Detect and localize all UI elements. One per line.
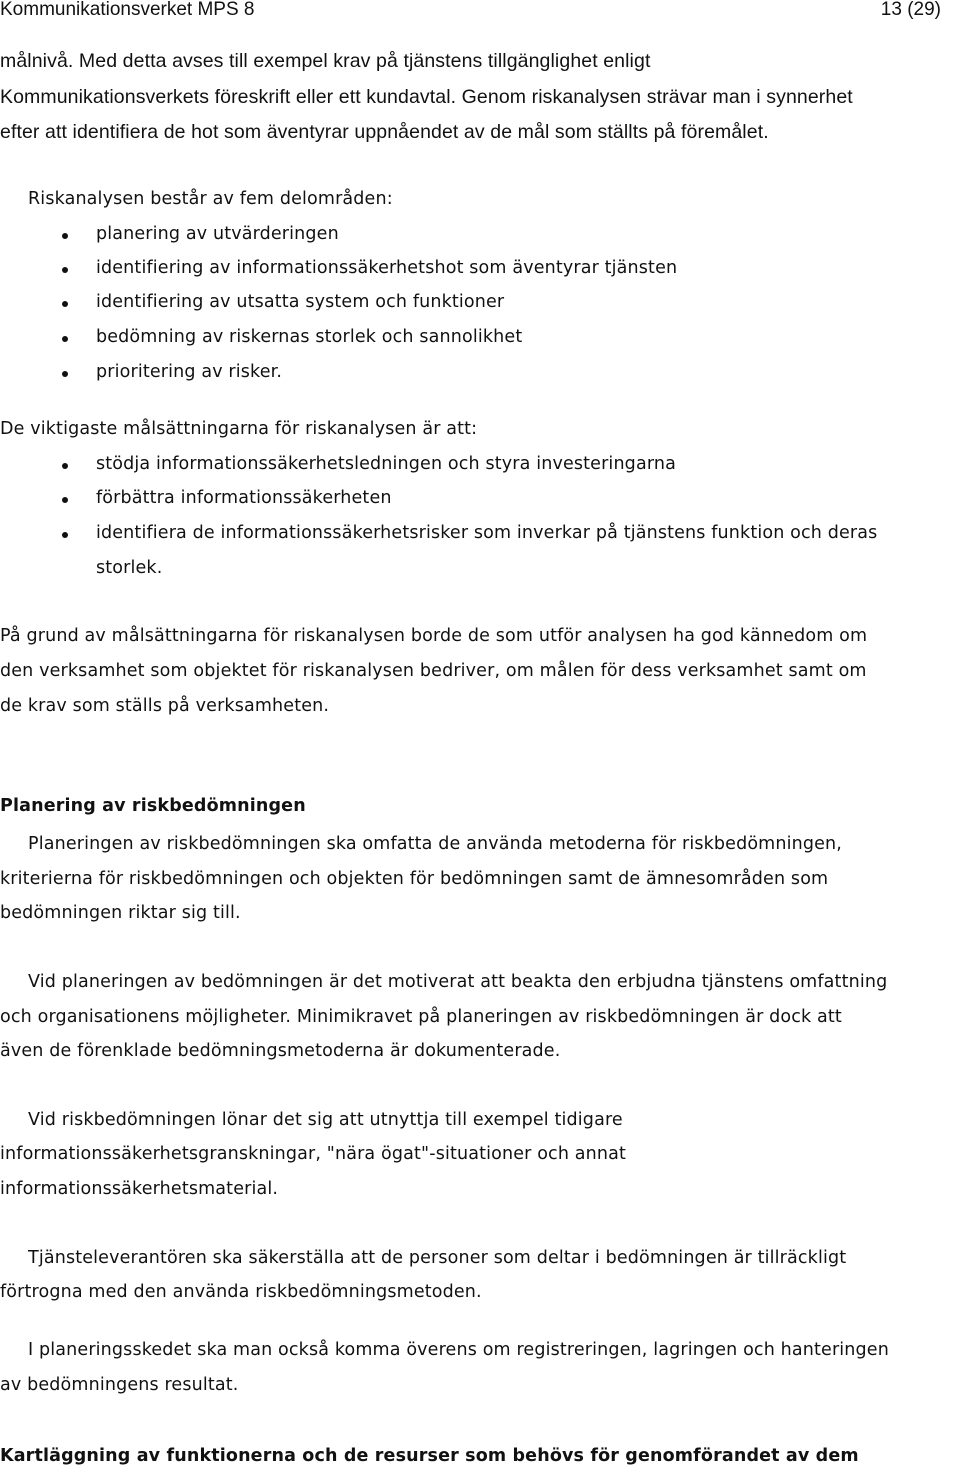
list-heading: De viktigaste målsättningarna för riskanalysen är att:	[0, 419, 478, 439]
paragraph-line: den verksamhet som objektet för riskanalysen bedriver, om målen för dess verksamhet samt om	[0, 661, 867, 681]
document-title: Kommunikationsverket MPS 8	[0, 0, 255, 20]
list-heading: Riskanalysen består av fem delområden:	[28, 189, 393, 209]
list-item: bedömning av riskernas storlek och sannolikhet	[96, 327, 523, 347]
paragraph-line: Vid planeringen av bedömningen är det motiverat att beakta den erbjudna tjänstens omfattning	[28, 972, 888, 992]
paragraph-line: av bedömningens resultat.	[0, 1375, 239, 1395]
paragraph-line: Planeringen av riskbedömningen ska omfatta de använda metoderna för riskbedömningen,	[28, 834, 843, 854]
bullet-icon	[62, 301, 68, 307]
paragraph-line: och organisationens möjligheter. Minimikravet på planeringen av riskbedömningen är dock att	[0, 1007, 842, 1027]
bullet-icon	[62, 463, 68, 469]
list-item: identifiering av informationssäkerhetshot som äventyrar tjänsten	[96, 258, 678, 278]
paragraph-line: Kommunikationsverkets föreskrift eller ett kundavtal. Genom riskanalysen strävar man i synnerhet	[0, 86, 853, 108]
list-item: planering av utvärderingen	[96, 224, 339, 244]
paragraph-line: efter att identifiera de hot som äventyrar uppnåendet av de mål som ställts på föremålet.	[0, 121, 769, 143]
paragraph-line: kriterierna för riskbedömningen och objekten för bedömningen samt de ämnesområden som	[0, 869, 829, 889]
list-item-continuation: storlek.	[96, 558, 163, 578]
paragraph-line: förtrogna med den använda riskbedömningsmetoden.	[0, 1282, 482, 1302]
bullet-icon	[62, 371, 68, 377]
section-heading: Planering av riskbedömningen	[0, 796, 306, 816]
paragraph-line: Vid riskbedömningen lönar det sig att utnyttja till exempel tidigare	[28, 1110, 623, 1130]
paragraph-line: de krav som ställs på verksamheten.	[0, 696, 330, 716]
bullet-icon	[62, 532, 68, 538]
paragraph-line: På grund av målsättningarna för riskanalysen borde de som utför analysen ha god kännedom om	[0, 626, 868, 646]
section-heading: Kartläggning av funktionerna och de resurser som behövs för genomförandet av dem	[0, 1446, 859, 1466]
bullet-icon	[62, 497, 68, 503]
list-item: stödja informationssäkerhetsledningen och styra investeringarna	[96, 454, 676, 474]
paragraph-line: målnivå. Med detta avses till exempel krav på tjänstens tillgänglighet enligt	[0, 50, 651, 72]
paragraph-line: även de förenklade bedömningsmetoderna är dokumenterade.	[0, 1041, 561, 1061]
bullet-icon	[62, 233, 68, 239]
list-item: förbättra informationssäkerheten	[96, 488, 392, 508]
page-number: 13 (29)	[880, 0, 941, 20]
paragraph-line: informationssäkerhetsgranskningar, "nära ögat"-situationer och annat	[0, 1144, 627, 1164]
list-item: identifiera de informationssäkerhetsrisker som inverkar på tjänstens funktion och deras	[96, 523, 878, 543]
paragraph-line: I planeringsskedet ska man också komma överens om registreringen, lagringen och hanteringen	[28, 1340, 889, 1360]
list-item: identifiering av utsatta system och funktioner	[96, 292, 505, 312]
paragraph-line: informationssäkerhetsmaterial.	[0, 1179, 279, 1199]
bullet-icon	[62, 267, 68, 273]
paragraph-line: Tjänsteleverantören ska säkerställa att de personer som deltar i bedömningen är tillräckligt	[28, 1248, 847, 1268]
paragraph-line: bedömningen riktar sig till.	[0, 903, 241, 923]
list-item: prioritering av risker.	[96, 362, 283, 382]
bullet-icon	[62, 336, 68, 342]
